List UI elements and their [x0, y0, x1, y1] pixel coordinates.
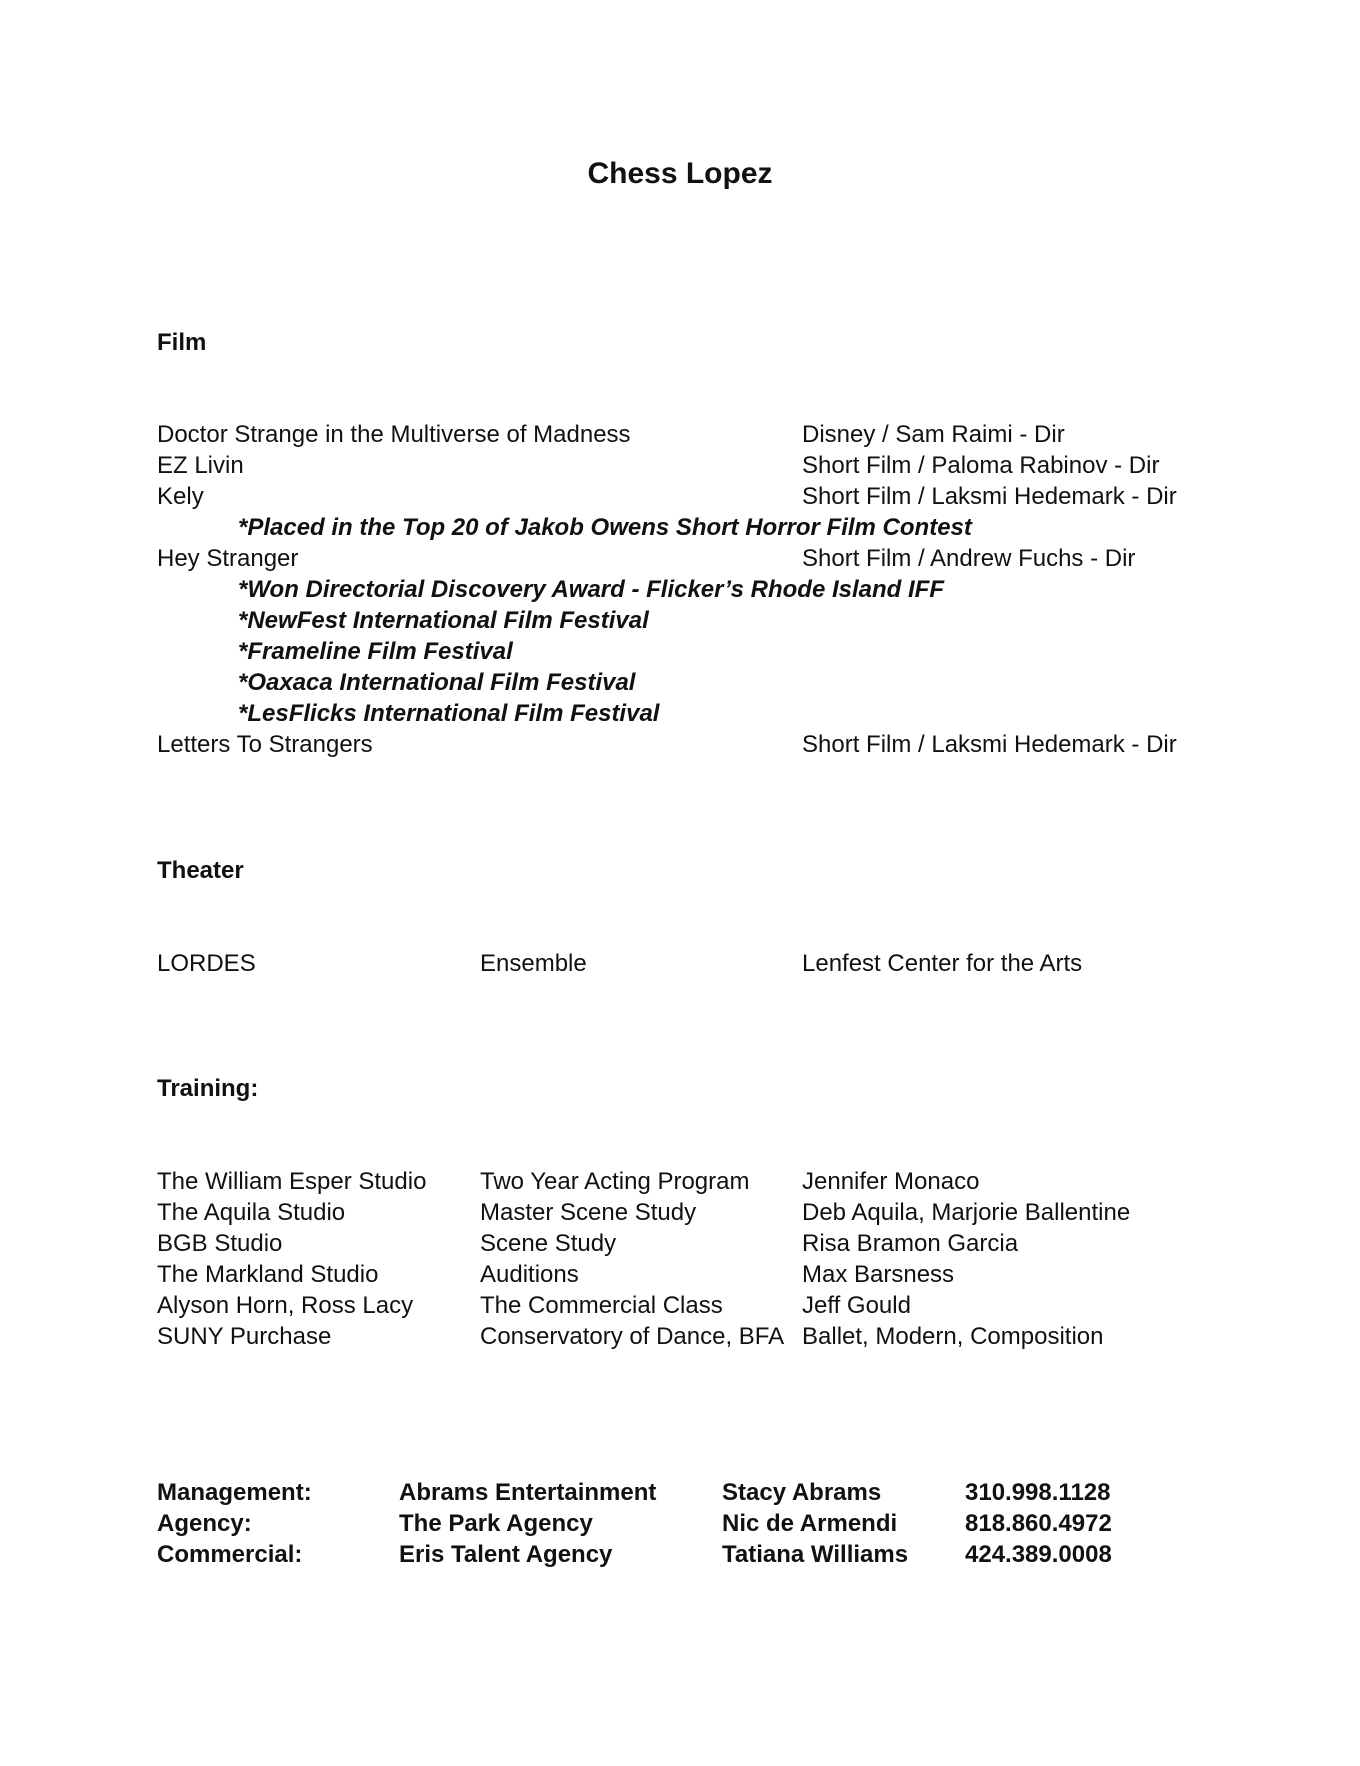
theater-role: Ensemble: [480, 950, 587, 977]
theater-show: LORDES: [157, 950, 256, 977]
film-award: *Frameline Film Festival: [238, 638, 513, 665]
training-program: Scene Study: [480, 1230, 617, 1257]
training-teacher: Max Barsness: [802, 1261, 955, 1288]
film-title: Letters To Strangers: [157, 731, 373, 758]
film-award: *Oaxaca International Film Festival: [238, 669, 636, 696]
training-school: The Aquila Studio: [157, 1199, 346, 1226]
contact-phone: 310.998.1128: [965, 1479, 1111, 1506]
film-award: *Won Directorial Discovery Award - Flicker’s Rhode Island IFF: [238, 576, 944, 603]
training-program: The Commercial Class: [480, 1292, 723, 1319]
training-program: Conservatory of Dance, BFA: [480, 1323, 785, 1350]
training-heading: Training:: [157, 1075, 259, 1102]
contact-type: Commercial:: [157, 1541, 303, 1568]
film-credit: Disney / Sam Raimi - Dir: [802, 421, 1065, 448]
contact-person: Stacy Abrams: [722, 1479, 882, 1506]
contact-person: Nic de Armendi: [722, 1510, 898, 1537]
training-program: Auditions: [480, 1261, 579, 1288]
contact-company: Eris Talent Agency: [399, 1541, 613, 1568]
contact-phone: 818.860.4972: [965, 1510, 1112, 1537]
training-teacher: Risa Bramon Garcia: [802, 1230, 1019, 1257]
training-program: Two Year Acting Program: [480, 1168, 750, 1195]
film-award: *Placed in the Top 20 of Jakob Owens Short Horror Film Contest: [238, 514, 972, 541]
film-credit: Short Film / Laksmi Hedemark - Dir: [802, 483, 1177, 510]
theater-heading: Theater: [157, 857, 244, 884]
training-school: Alyson Horn, Ross Lacy: [157, 1292, 414, 1319]
film-title: Hey Stranger: [157, 545, 299, 572]
film-credit: Short Film / Laksmi Hedemark - Dir: [802, 731, 1177, 758]
training-school: The William Esper Studio: [157, 1168, 427, 1195]
training-teacher: Jeff Gould: [802, 1292, 911, 1319]
training-program: Master Scene Study: [480, 1199, 697, 1226]
contact-phone: 424.389.0008: [965, 1541, 1112, 1568]
contact-type: Agency:: [157, 1510, 252, 1537]
film-title: Kely: [157, 483, 204, 510]
film-credit: Short Film / Andrew Fuchs - Dir: [802, 545, 1136, 572]
film-award: *LesFlicks International Film Festival: [238, 700, 660, 727]
contact-company: Abrams Entertainment: [399, 1479, 657, 1506]
contact-type: Management:: [157, 1479, 312, 1506]
training-school: The Markland Studio: [157, 1261, 379, 1288]
film-title: Doctor Strange in the Multiverse of Madness: [157, 421, 631, 448]
training-school: BGB Studio: [157, 1230, 283, 1257]
training-school: SUNY Purchase: [157, 1323, 332, 1350]
film-heading: Film: [157, 329, 207, 356]
contact-company: The Park Agency: [399, 1510, 593, 1537]
film-credit: Short Film / Paloma Rabinov - Dir: [802, 452, 1160, 479]
actor-name: Chess Lopez: [587, 157, 773, 190]
theater-venue: Lenfest Center for the Arts: [802, 950, 1083, 977]
training-teacher: Ballet, Modern, Composition: [802, 1323, 1104, 1350]
film-award: *NewFest International Film Festival: [238, 607, 649, 634]
training-teacher: Jennifer Monaco: [802, 1168, 980, 1195]
training-teacher: Deb Aquila, Marjorie Ballentine: [802, 1199, 1131, 1226]
contact-person: Tatiana Williams: [722, 1541, 909, 1568]
film-title: EZ Livin: [157, 452, 244, 479]
